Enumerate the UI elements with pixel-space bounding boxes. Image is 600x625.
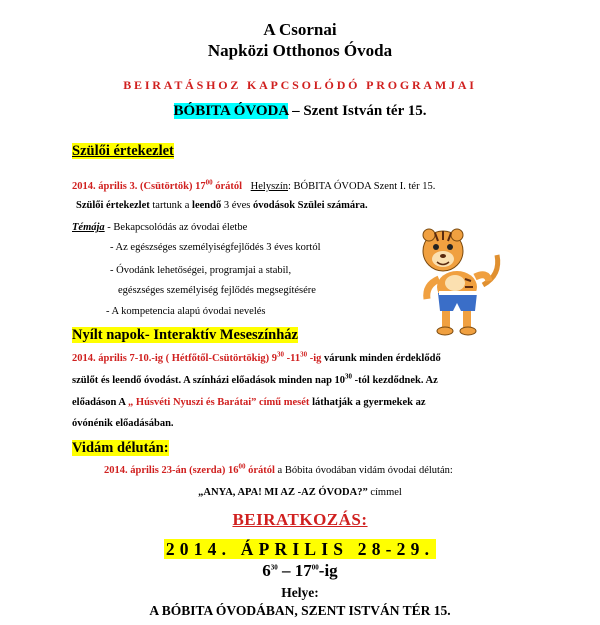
venue-label: Helyszín [250, 181, 288, 192]
enrollment-heading: BEIRATKOZÁS: [232, 510, 368, 529]
open-days-heading: Nyílt napok- Interaktív Meseszínház [72, 327, 298, 343]
parents-meeting-desc: Szülői értekezlet tartunk a leendő 3 éves óvodások Szülei számára. [76, 200, 368, 211]
topic-item: egészséges személyiség fejlődés megsegítésére [118, 285, 316, 296]
topics-first-line [72, 222, 247, 233]
enrollment-place-label: Helye: [281, 585, 319, 600]
header-line2: Napközi Otthonos Óvoda [207, 41, 393, 60]
topic-item: - Az egészséges személyiségfejlődés 3 éves kortól [110, 242, 321, 253]
open-days-line3: előadáson A „ Húsvéti Nyuszi és Barátai” című mesét láthatják a gyermekek az [72, 397, 426, 408]
topic-item: - Bekapcsolódás az óvodai életbe [104, 222, 248, 233]
header-subtitle: BEIRATÁSHOZ KAPCSOLÓDÓ PROGRAMJAI [123, 78, 477, 92]
header-line1: A Csornai [263, 20, 337, 39]
kindergarten-address: – Szent István tér 15. [288, 103, 427, 119]
open-days-line2: szülőt és leendő óvodást. A színházi előadások minden nap $10^{30}$ -tól kezdődnek. Az [72, 372, 438, 386]
parents-meeting-heading: Szülői értekezlet [72, 143, 174, 159]
tiger-mascot-icon [405, 215, 505, 340]
fun-afternoon-quote: „ANYA, APA! MI AZ -AZ ÓVODA?” [198, 487, 368, 498]
fun-afternoon-line: 2014. április 23-án (szerda) $16^{00}$ órától a Bóbita óvodában vidám óvodai délután: [104, 462, 453, 476]
topic-label: Témája [72, 222, 105, 233]
play-title: „ Húsvéti Nyuszi és Barátai” című mesét [128, 397, 310, 408]
topic-item: - Óvodánk lehetőségei, programjai a stabil, [110, 265, 292, 276]
fun-afternoon-quote-line: „ANYA, APA! MI AZ -AZ ÓVODA?” címmel [198, 487, 402, 498]
venue: : BÓBITA ÓVODA Szent I. tér 15. [288, 181, 436, 192]
parents-meeting-date-line [72, 178, 436, 192]
kindergarten-line [0, 103, 600, 120]
open-days-line4: óvónénik előadásában. [72, 418, 174, 429]
enrollment-time: $6^{30} - 17^{00}-ig$ [262, 561, 338, 580]
parents-meeting-date: 2014. április 3. (Csütörtök) $17^{00}$ órától [72, 178, 243, 192]
enrollment-place: A BÓBITA ÓVODÁBAN, SZENT ISTVÁN TÉR 15. [149, 603, 451, 618]
enrollment-date: 2014. ÁPRILIS 28-29. [165, 539, 435, 559]
open-days-line1: 2014. április 7-10.-ig ( Hétfőtől-Csütörtökig) $9^{30}$ $-11^{30}$ -ig várunk minden érdeklődő [72, 350, 441, 364]
fun-afternoon-heading: Vidám délután: [72, 440, 169, 456]
enrollment-date-line [0, 539, 600, 560]
kindergarten-name: BÓBITA ÓVODA [173, 103, 289, 119]
topic-item: - A kompetencia alapú óvodai nevelés [106, 306, 266, 317]
